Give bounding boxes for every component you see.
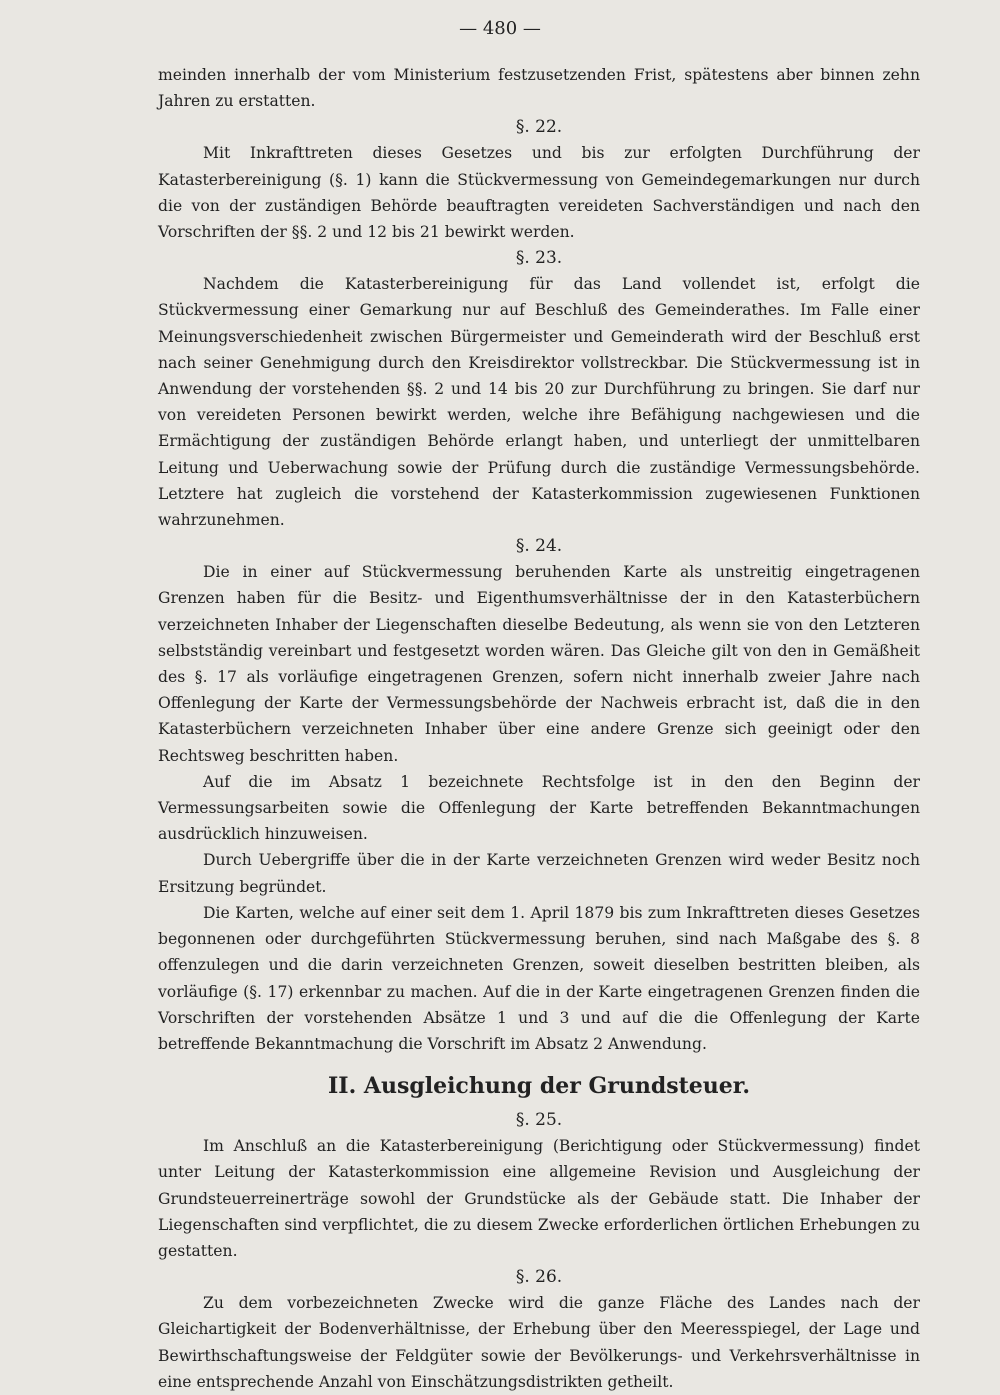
paragraph: Zu dem vorbezeichneten Zwecke wird die ganze Fläche des Landes nach der Gleichartigkeit der Bodenverhältnisse, der Erhebung über den Meeresspiegel, der Lage und Bewirthschaftungsweise der Feldgüter sowie der Bevölkerungs- und Verkehrsverhältnisse in eine entsprechende Anzahl von Einschätzungsdistrikten getheilt. <box>158 1294 920 1391</box>
paragraph: Durch Uebergriffe über die in der Karte verzeichneten Grenzen wird weder Besitz noch Ersitzung begründet. <box>158 851 920 896</box>
paragraph: Auf die im Absatz 1 bezeichnete Rechtsfolge ist in den den Beginn der Vermessungsarbeiten sowie die Offenlegung der Karte betreffenden Bekanntmachungen ausdrücklich hinzuweisen. <box>158 772 920 844</box>
chapter-heading: II. Ausgleichung der Grundsteuer. <box>327 1073 751 1100</box>
section-number: §. 25. <box>515 1110 563 1131</box>
document-body <box>158 62 920 1395</box>
paragraph: Mit Inkrafttreten dieses Gesetzes und bis zur erfolgten Durchführung der Katasterbereinigung (§. 1) kann die Stückvermessung von Gemeindegemarkungen nur durch die von der zuständigen Behörde beauftragten vereideten Sachverständigen und nach den Vorschriften der §§. 2 und 12 bis 21 bewirkt werden. <box>158 144 920 242</box>
paragraph: meinden innerhalb der vom Ministerium festzusetzenden Frist, spätestens aber binnen zehn Jahren zu erstatten. <box>158 66 920 111</box>
paragraph: Die in einer auf Stückvermessung beruhenden Karte als unstreitig eingetragenen Grenzen haben für die Besitz- und Eigenthumsverhältnisse der in den Katasterbüchern verzeichneten Inhaber der Liegenschaften dieselbe Bedeutung, als wenn sie von den Letzteren selbstständig vereinbart und festgesetzt worden wären. Das Gleiche gilt von den in Gemäßheit des §. 17 als vorläufige eingetragenen Grenzen, sofern nicht innerhalb zweier Jahre nach Offenlegung der Karte der Vermessungsbehörde der Nachweis erbracht ist, daß die in den Katasterbüchern verzeichneten Inhaber über eine andere Grenze sich geeinigt oder den Rechtsweg beschritten haben. <box>158 563 920 765</box>
paragraph: Die Karten, welche auf einer seit dem 1. April 1879 bis zum Inkrafttreten dieses Gesetzes begonnenen oder durchgeführten Stückvermessung beruhen, sind nach Maßgabe des §. 8 offenzulegen und die darin verzeichneten Grenzen, soweit dieselben bestritten bleiben, als vorläufige (§. 17) erkennbar zu machen. Auf die in der Karte eingetragenen Grenzen finden die Vorschriften der vorstehenden Absätze 1 und 3 und auf die die Offenlegung der Karte betreffende Bekanntmachung die Vorschrift im Absatz 2 Anwendung. <box>158 903 920 1053</box>
section-number: §. 26. <box>515 1267 563 1288</box>
paragraph: Im Anschluß an die Katasterbereinigung (Berichtigung oder Stückvermessung) findet unter Leitung der Katasterkommission eine allgemeine Revision und Ausgleichung der Grundsteuerreinerträge sowohl der Grundstücke als der Gebäude statt. Die Inhaber der Liegenschaften sind verpflichtet, die zu diesem Zwecke erforderlichen örtlichen Erhebungen zu gestatten. <box>158 1137 920 1260</box>
section-number: §. 22. <box>515 117 563 138</box>
paragraph: Nachdem die Katasterbereinigung für das Land vollendet ist, erfolgt die Stückvermessung einer Gemarkung nur auf Beschluß des Gemeinderathes. Im Falle einer Meinungsverschiedenheit zwischen Bürgermeister und Gemeinderath wird der Beschluß erst nach seiner Genehmigung durch den Kreisdirektor vollstreckbar. Die Stückvermessung ist in Anwendung der vorstehenden §§. 2 und 14 bis 20 zur Durchführung zu bringen. Sie darf nur von vereideten Personen bewirkt werden, welche ihre Befähigung nachgewiesen und die Ermächtigung der zuständigen Behörde erlangt haben, und unterliegt der unmittelbaren Leitung und Ueberwachung sowie der Prüfung durch die zuständige Vermessungsbehörde. Letztere hat zugleich die vorstehend der Katasterkommission zugewiesenen Funktionen wahrzunehmen. <box>158 275 920 530</box>
section-number: §. 24. <box>515 536 563 557</box>
page-number: — 480 — <box>459 18 541 39</box>
section-number: §. 23. <box>515 248 563 269</box>
